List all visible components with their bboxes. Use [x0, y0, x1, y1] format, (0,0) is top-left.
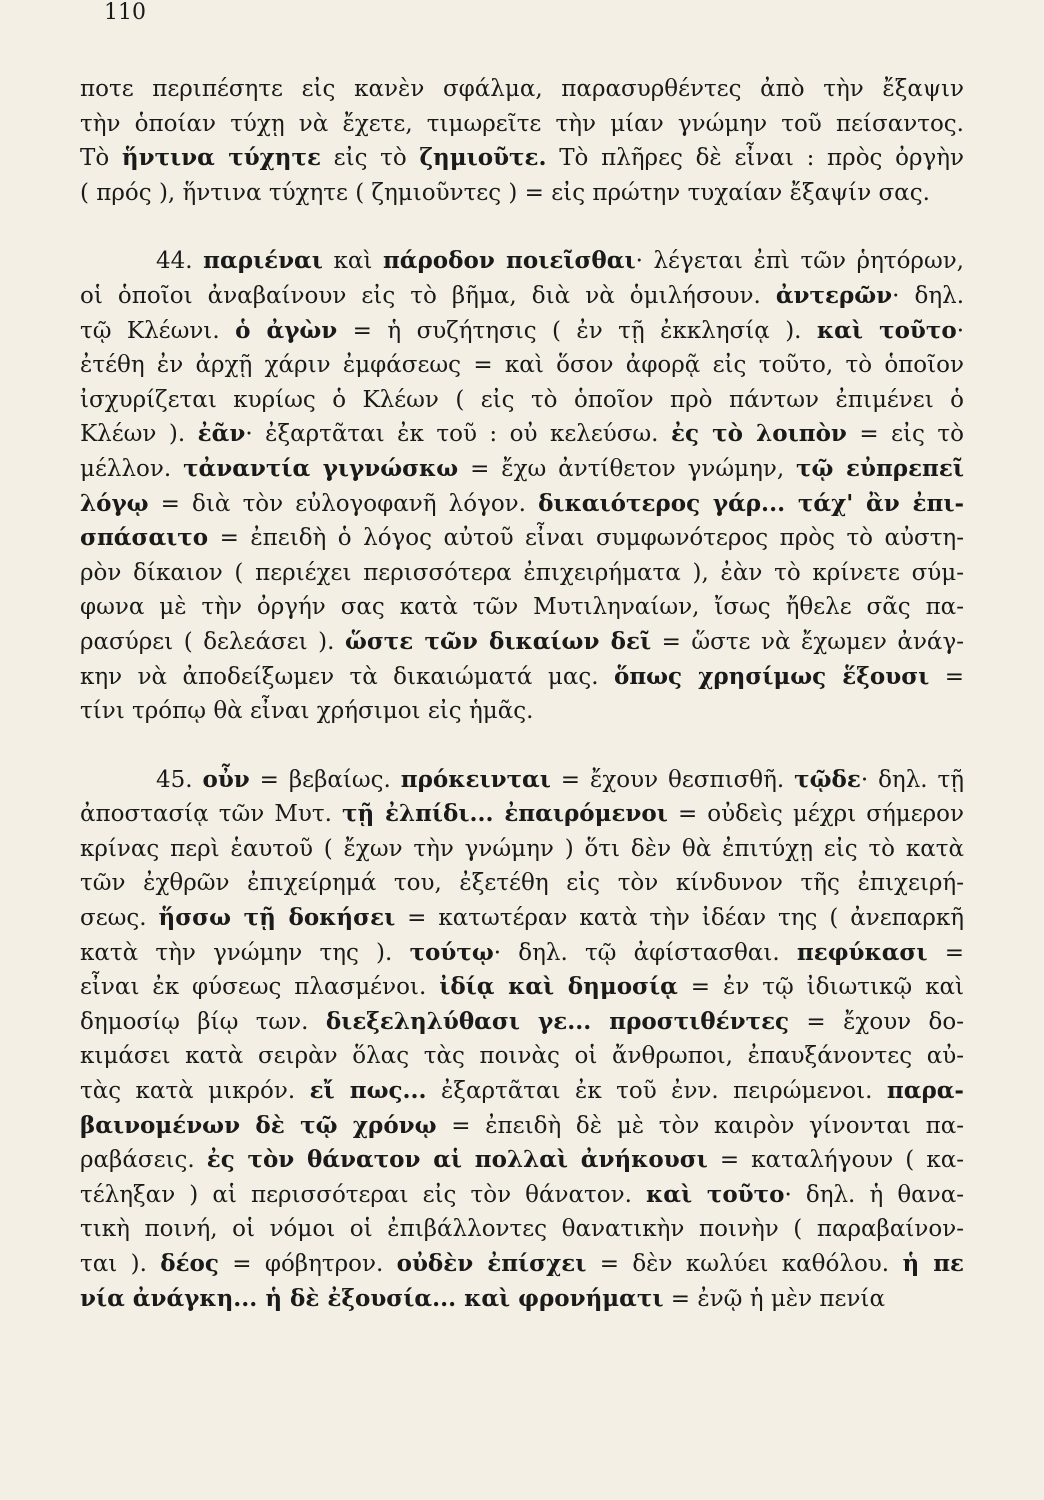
- text-segment: = ἐπειδὴ ὁ λόγος αὐτοῦ εἶναι συμφωνότερος πρὸς τὸ αὐστη-: [208, 525, 964, 552]
- text-line: [80, 763, 964, 798]
- text-line: [80, 694, 964, 729]
- text-line: [80, 832, 964, 867]
- text-segment: ( πρός ), ἥντινα τύχητε ( ζημιοῦντες ) = εἰς πρώτην τυχαίαν ἔξαψίν σας.: [80, 179, 930, 206]
- lemma-term: παριέναι: [203, 247, 323, 275]
- text-segment: κατὰ τὴν γνώμην της ).: [80, 939, 410, 966]
- text-line: [80, 660, 964, 695]
- text-segment: = ἐπειδὴ δὲ μὲ τὸν καιρὸν γίνονται πα-: [436, 1112, 964, 1139]
- text-segment: Κλέων ).: [80, 421, 198, 448]
- lemma-term: ὅπως χρησίμως ἕξουσι: [613, 662, 930, 690]
- text-segment: · δηλ.: [892, 282, 964, 309]
- paragraph-gap: [80, 729, 964, 763]
- text-segment: καὶ: [322, 248, 383, 275]
- text-segment: = ἡ συζήτησις ( ἐν τῇ ἐκκλησίᾳ ).: [337, 317, 817, 344]
- paragraph: [80, 763, 964, 1317]
- text-line: [80, 279, 964, 314]
- text-line: [80, 866, 964, 901]
- lemma-term: ὁ ἀγὼν: [235, 316, 338, 344]
- text-segment: Τὸ πλῆρες δὲ εἶναι : πρὸς ὀργὴν: [546, 145, 964, 172]
- text-segment: οἱ ὁποῖοι ἀναβαίνουν εἰς τὸ βῆμα, διὰ νὰ ὁμιλήσουν.: [80, 282, 776, 309]
- text-segment: Τὸ: [80, 145, 122, 172]
- lemma-term: ἰδίᾳ καὶ δημοσίᾳ: [439, 973, 678, 1001]
- text-segment: εἰς τὸ: [320, 145, 420, 172]
- text-line: [80, 1143, 964, 1178]
- text-segment: = ἐν τῷ ἰδιωτικῷ καὶ: [677, 974, 964, 1001]
- text-segment: · δηλ. τῇ: [860, 766, 965, 793]
- lemma-term: ἐς τὸ λοιπὸν: [670, 420, 847, 448]
- lemma-term: ἥσσω τῇ δοκήσει: [158, 904, 396, 932]
- text-segment: =: [927, 939, 964, 966]
- text-segment: τέληξαν ) αἱ περισσότεραι εἰς τὸν θάνατον.: [80, 1181, 646, 1208]
- lemma-term: τἀναντία γιγνώσκω: [183, 454, 459, 482]
- lemma-term: ἐς τὸν θάνατον αἱ πολλαὶ ἀνήκουσι: [206, 1146, 708, 1174]
- text-line: [80, 107, 964, 142]
- page-number: 110: [104, 0, 146, 25]
- text-line: [80, 1282, 964, 1317]
- lemma-term: πάροδον ποιεῖσθαι: [382, 247, 636, 275]
- text-segment: = ἐνῷ ἡ μὲν πενία: [663, 1285, 885, 1312]
- text-segment: ἀποστασίᾳ τῶν Μυτ.: [80, 801, 342, 828]
- text-segment: τὰς κατὰ μικρόν.: [80, 1078, 310, 1105]
- text-line: [80, 417, 964, 452]
- text-segment: ·: [956, 317, 964, 344]
- text-segment: ται ).: [80, 1251, 161, 1277]
- text-segment: · δηλ. τῷ ἀφίστασθαι.: [493, 939, 797, 966]
- lemma-term: διεξεληλύθασι γε... προστιθέντες: [325, 1007, 790, 1035]
- text-segment: τῶν ἐχθρῶν ἐπιχείρημά του, ἐξετέθη εἰς τὸν κίνδυνον τῆς ἐπιχειρή-: [80, 870, 964, 897]
- text-segment: = ἔχω ἀντίθετον γνώμην,: [458, 455, 797, 482]
- lemma-term: ὥστε τῶν δικαίων δεῖ: [344, 627, 652, 655]
- text-line: [80, 970, 964, 1005]
- text-line: [80, 1178, 964, 1213]
- text-line: [80, 1247, 964, 1282]
- lemma-term: ἀντερῶν: [775, 281, 893, 309]
- lemma-term: οὐδὲν ἐπίσχει: [396, 1250, 587, 1277]
- lemma-term: ζημιοῦτε.: [419, 144, 547, 172]
- text-segment: · δηλ. ἡ θανα-: [784, 1181, 964, 1208]
- text-segment: κρίνας περὶ ἑαυτοῦ ( ἔχων τὴν γνώμην ) ὅτι δὲν θὰ ἐπιτύχῃ εἰς τὸ κατὰ: [80, 835, 964, 862]
- text-segment: · ἐξαρτᾶται ἐκ τοῦ : οὐ κελεύσω.: [245, 421, 671, 448]
- text-segment: σεως.: [80, 905, 159, 932]
- lemma-term: σπάσαιτο: [80, 524, 209, 552]
- text-segment: εἶναι ἐκ φύσεως πλασμένοι.: [80, 974, 440, 1001]
- lemma-term: δικαιότερος γάρ... τάχ' ἂν ἐπι-: [538, 489, 965, 517]
- text-line: [80, 901, 964, 936]
- text-segment: τὴν ὁποίαν τύχῃ νὰ ἔχετε, τιμωρεῖτε τὴν μίαν γνώμην τοῦ πείσαντος.: [80, 110, 964, 137]
- text-segment: φωνα μὲ τὴν ὀργήν σας κατὰ τῶν Μυτιληναίων, ἴσως ἤθελε σᾶς πα-: [80, 594, 964, 621]
- lemma-term: ἥντινα τύχητε: [121, 144, 321, 172]
- text-segment: = καταλήγουν ( κα-: [707, 1147, 964, 1174]
- lemma-term: λόγῳ: [80, 489, 149, 517]
- text-segment: = διὰ τὸν εὐλογοφανῆ λόγον.: [148, 490, 539, 517]
- lemma-term: καὶ τοῦτο: [816, 316, 957, 344]
- text-segment: ἐξαρτᾶται ἐκ τοῦ ἐνν. πειρώμενοι.: [426, 1078, 887, 1105]
- text-line: [80, 1212, 964, 1247]
- text-line: [80, 141, 964, 176]
- text-segment: ραβάσεις.: [80, 1147, 207, 1174]
- text-segment: = οὐδεὶς μέχρι σήμερον: [667, 801, 964, 828]
- text-segment: ποτε περιπέσητε εἰς κανὲν σφάλμα, παρασυρθέντες ἀπὸ τὴν ἔξαψιν: [80, 76, 964, 102]
- text-segment: κην νὰ ἀποδείξωμεν τὰ δικαιώματά μας.: [80, 663, 614, 690]
- lemma-term: οὖν: [202, 765, 250, 793]
- paragraph: [80, 244, 964, 728]
- text-segment: ἐτέθη ἐν ἀρχῇ χάριν ἐμφάσεως = καὶ ὅσον ἀφορᾷ εἰς τοῦτο, τὸ ὁποῖον: [80, 352, 964, 379]
- text-line: [80, 383, 964, 418]
- text-line: [80, 1074, 964, 1109]
- text-segment: τίνι τρόπῳ θὰ εἶναι χρήσιμοι εἰς ἡμᾶς.: [80, 698, 534, 725]
- text-segment: = ἔχουν δο-: [789, 1008, 964, 1035]
- text-line: [80, 314, 964, 349]
- text-line: [80, 452, 964, 487]
- text-line: [80, 348, 964, 383]
- text-line: [80, 487, 964, 522]
- text-segment: ρὸν δίκαιον ( περιέχει περισσότερα ἐπιχειρήματα ), ἐὰν τὸ κρίνετε σύμ-: [80, 559, 964, 586]
- lemma-term: βαινομένων δὲ τῷ χρόνῳ: [80, 1111, 437, 1139]
- text-line: [80, 797, 964, 832]
- lemma-term: ἐᾶν: [197, 420, 246, 448]
- text-line: [80, 625, 964, 660]
- text-segment: = ὥστε νὰ ἔχωμεν ἀνάγ-: [651, 628, 964, 655]
- commentary-text: [80, 72, 964, 1316]
- text-line: [80, 936, 964, 971]
- text-segment: 44.: [156, 248, 204, 275]
- lemma-term: εἴ πως...: [309, 1077, 427, 1105]
- text-segment: = φόβητρον.: [218, 1251, 397, 1277]
- lemma-term: νία ἀνάγκη... ἡ δὲ ἐξουσία... καὶ φρονήματι: [80, 1284, 664, 1312]
- text-line: [80, 1039, 964, 1074]
- text-line: [80, 176, 964, 211]
- text-segment: ρασύρει ( δελεάσει ).: [80, 628, 345, 655]
- text-segment: = ἔχουν θεσπισθῆ.: [550, 766, 795, 793]
- lemma-term: πρόκεινται: [400, 765, 551, 793]
- text-line: [80, 590, 964, 625]
- text-segment: τῷ Κλέωνι.: [80, 317, 236, 344]
- text-segment: = δὲν κωλύει καθόλου.: [586, 1251, 903, 1277]
- text-segment: δημοσίῳ βίῳ των.: [80, 1008, 326, 1035]
- lemma-term: τῇ ἐλπίδι... ἐπαιρόμενοι: [342, 800, 668, 828]
- text-line: [80, 1005, 964, 1040]
- text-segment: = εἰς τὸ: [846, 421, 964, 448]
- lemma-term: πεφύκασι: [796, 938, 928, 966]
- lemma-term: δέος: [160, 1250, 219, 1277]
- lemma-term: τῷ εὐπρεπεῖ: [796, 454, 965, 482]
- lemma-term: τούτῳ: [409, 938, 494, 966]
- text-line: [80, 521, 964, 556]
- text-line: [80, 556, 964, 591]
- text-segment: κιμάσει κατὰ σειρὰν ὅλας τὰς ποινὰς οἱ ἄνθρωποι, ἐπαυξάνοντες αὐ-: [80, 1043, 964, 1070]
- text-segment: ἰσχυρίζεται κυρίως ὁ Κλέων ( εἰς τὸ ὁποῖον πρὸ πάντων ἐπιμένει ὁ: [80, 386, 964, 413]
- text-segment: = κατωτέραν κατὰ τὴν ἰδέαν της ( ἀνεπαρκῆ: [395, 905, 965, 932]
- paragraph: [80, 72, 964, 210]
- lemma-term: παρα-: [886, 1077, 964, 1105]
- text-line: [80, 72, 964, 107]
- paragraph-gap: [80, 210, 964, 244]
- text-line: [80, 1109, 964, 1144]
- lemma-term: καὶ τοῦτο: [646, 1180, 785, 1208]
- text-segment: =: [929, 663, 964, 690]
- text-segment: = βεβαίως.: [249, 766, 401, 793]
- text-segment: · λέγεται ἐπὶ τῶν ῥητόρων,: [635, 248, 964, 275]
- lemma-term: τῷδε: [794, 765, 861, 793]
- text-segment: τικὴ ποινή, οἱ νόμοι οἱ ἐπιβάλλοντες θανατικὴν ποινὴν ( παραβαίνον-: [80, 1216, 964, 1243]
- text-line: [80, 244, 964, 279]
- lemma-term: ἡ πε: [902, 1250, 965, 1277]
- text-segment: μέλλον.: [80, 455, 184, 482]
- text-segment: 45.: [156, 766, 203, 793]
